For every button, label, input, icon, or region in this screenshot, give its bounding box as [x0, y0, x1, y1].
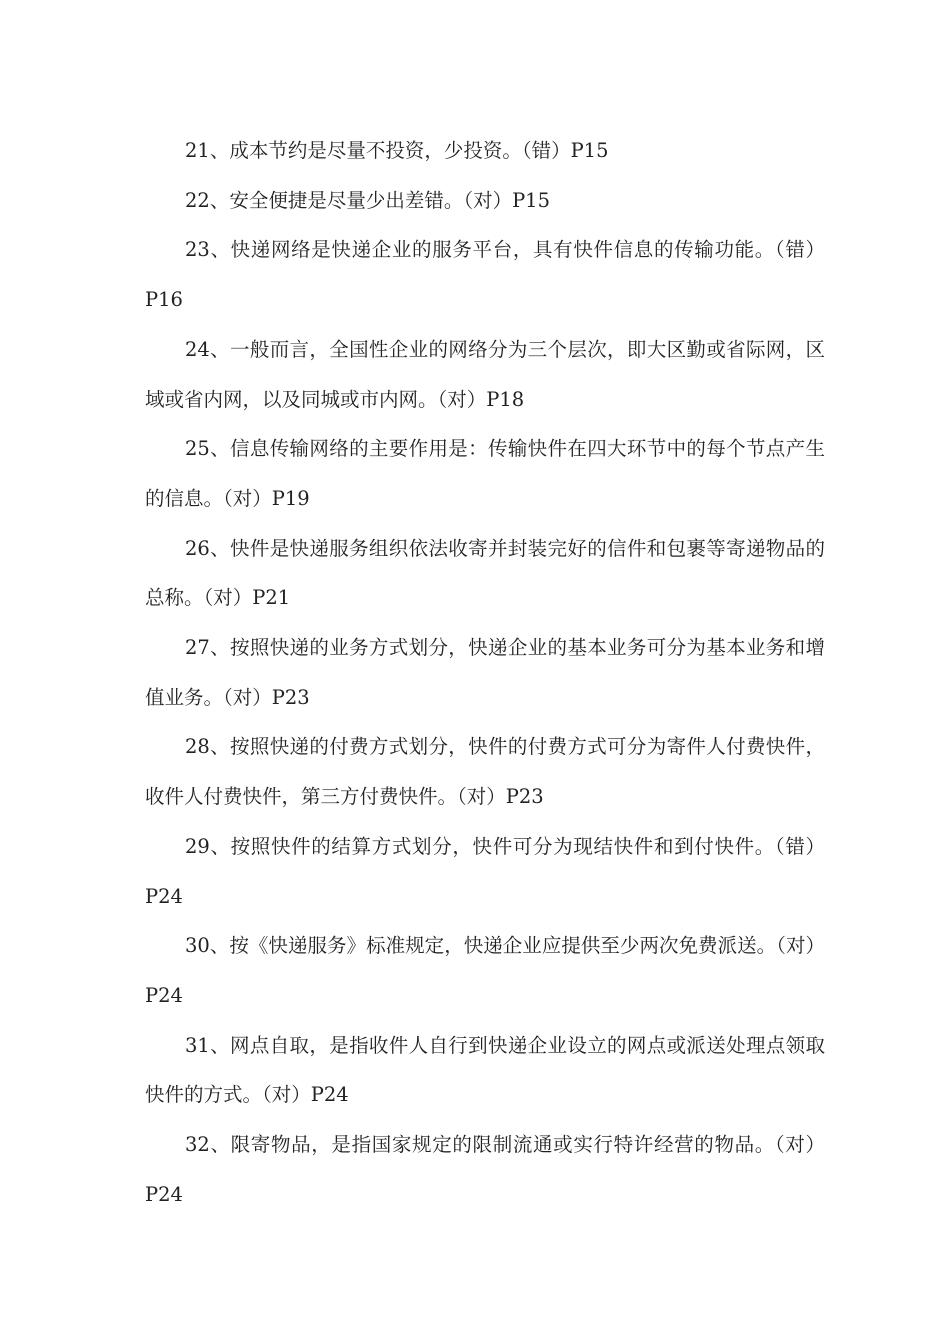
- question-31-text: 31、网点自取，是指收件人自行到快递企业设立的网点或派送处理点领取快件的方式。（对）P24: [145, 1033, 825, 1107]
- question-30: [145, 921, 825, 1020]
- question-29-text: 29、按照快件的结算方式划分，快件可分为现结快件和到付快件。（错）P24: [145, 834, 825, 908]
- question-22-text: 22、安全便捷是尽量少出差错。（对）P15: [185, 188, 550, 212]
- question-32-text: 32、限寄物品，是指国家规定的限制流通或实行特许经营的物品。（对）P24: [145, 1133, 825, 1206]
- question-31: [145, 1021, 825, 1120]
- question-24: [145, 325, 825, 424]
- question-30-text: 30、按《快递服务》标准规定，快递企业应提供至少两次免费派送。（对）P24: [145, 934, 825, 1007]
- question-32: [145, 1120, 825, 1219]
- question-23-text: 23、快递网络是快递企业的服务平台，具有快件信息的传输功能。（错）P16: [145, 238, 825, 312]
- question-23: [145, 225, 825, 324]
- question-28: [145, 722, 825, 821]
- question-21: [145, 126, 825, 176]
- question-26: [145, 524, 825, 623]
- question-list: [145, 126, 825, 1219]
- question-21-text: 21、成本节约是尽量不投资，少投资。（错）P15: [185, 139, 609, 162]
- question-25-text: 25、信息传输网络的主要作用是：传输快件在四大环节中的每个节点产生的信息。（对）P19: [145, 437, 825, 510]
- question-28-text: 28、按照快递的付费方式划分，快件的付费方式可分为寄件人付费快件，收件人付费快件，第三方付费快件。（对）P23: [145, 735, 825, 809]
- question-25: [145, 424, 825, 523]
- question-22: [145, 176, 825, 226]
- question-27: [145, 623, 825, 722]
- question-29: [145, 822, 825, 921]
- question-27-text: 27、按照快递的业务方式划分，快递企业的基本业务可分为基本业务和增值业务。（对）P23: [145, 636, 825, 709]
- question-26-text: 26、快件是快递服务组织依法收寄并封装完好的信件和包裹等寄递物品的总称。（对）P21: [145, 536, 825, 610]
- question-24-text: 24、一般而言，全国性企业的网络分为三个层次，即大区勤或省际网，区域或省内网，以及同城或市内网。（对）P18: [145, 337, 825, 411]
